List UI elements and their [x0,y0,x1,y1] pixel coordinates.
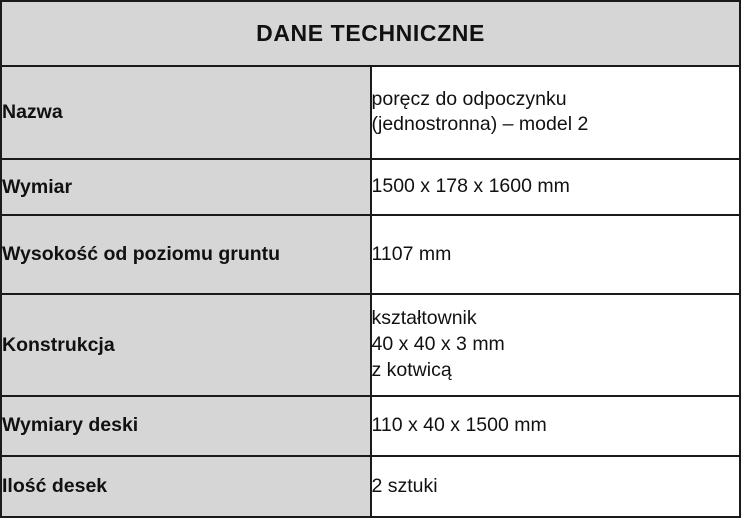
row-value-line: 1107 mm [371,243,452,266]
row-value-wymiar [371,159,741,216]
table-row [1,456,740,517]
row-label-konstrukcja: Konstrukcja [1,294,371,395]
row-value-wysokosc [371,215,741,294]
row-value-line: kształtownik [371,307,477,330]
row-label-nazwa: Nazwa [1,66,371,159]
table-row [1,66,740,159]
row-value-nazwa [371,66,741,159]
row-label-ilosc-desek: Ilość desek [1,456,371,517]
table-title-row [1,1,740,66]
table-row [1,396,740,457]
row-value-line: z kotwicą [371,358,452,381]
row-label-wymiary-deski: Wymiary deski [1,396,371,457]
row-value-line: 2 sztuki [371,474,438,497]
row-value-line: 40 x 40 x 3 mm [371,333,505,356]
row-value-line: poręcz do odpoczynku [371,87,567,110]
row-value-line: 110 x 40 x 1500 mm [371,414,547,437]
table-row [1,159,740,216]
row-value-ilosc-desek [371,456,741,517]
table-row [1,215,740,294]
row-value-konstrukcja [371,294,741,395]
row-label-wymiar: Wymiar [1,159,371,216]
table-title: DANE TECHNICZNE [1,1,740,66]
row-label-wysokosc: Wysokość od poziomu gruntu [1,215,371,294]
row-value-wymiary-deski [371,396,741,457]
row-value-line: (jednostronna) – model 2 [371,113,589,136]
row-value-line: 1500 x 178 x 1600 mm [371,175,570,198]
table-row [1,294,740,395]
